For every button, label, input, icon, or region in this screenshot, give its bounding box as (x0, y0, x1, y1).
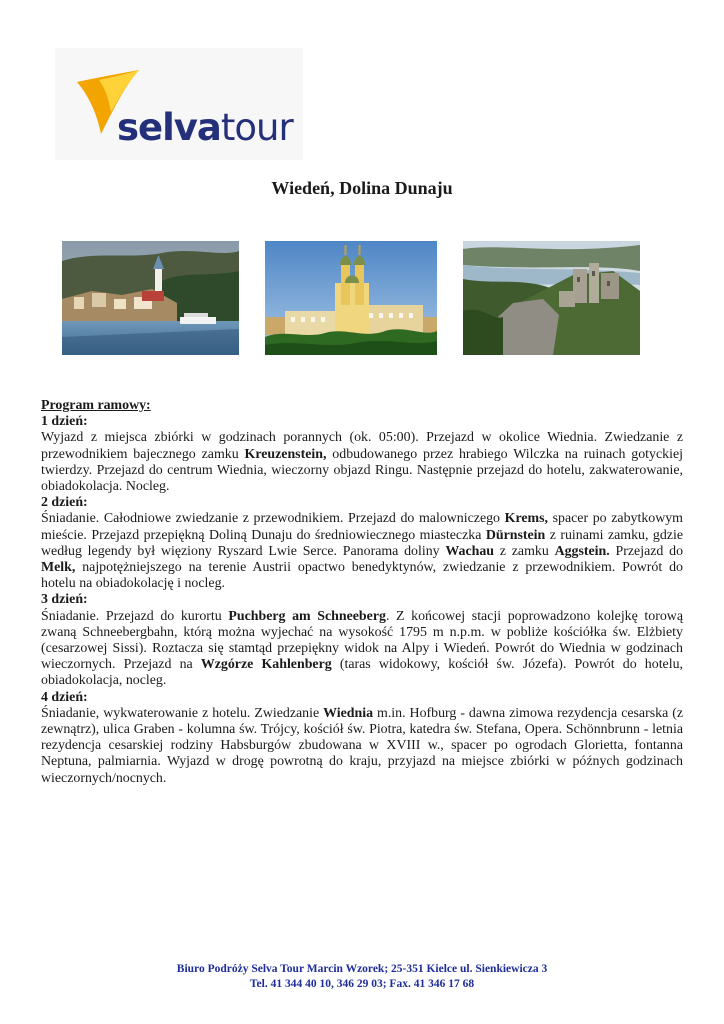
place-name: Wiednia (323, 705, 374, 721)
day-description: Śniadanie. Całodniowe zwiedzanie z przewodnikiem. Przejazd do malowniczego Krems, spacer po zabytkowym mieście. Przejazd przepiękną Doliną Dunaju do średniowiecznego miasteczka Dürnstein z ruinami zamku, gdzie według legendy był więziony Ryszard Lwie Serce. Panorama doliny Wachau z zamku Aggstein. Przejazd do Melk, najpotężniejszego na terenie Austrii opactwo benedyktynów, zwiedzanie z przewodnikiem. Powrót do hotelu na obiadokolację i nocleg. (41, 511, 684, 592)
day-description: Śniadanie. Przejazd do kurortu Puchberg am Schneeberg. Z końcowej stacji poprowadzono kolejkę torową zwaną Schneebergbahn, którą można wyjechać na wysokość 1795 m n.p.m. w pobliże kościółka św. Elżbiety (cesarzowej Sissi). Roztacza się stamtąd przepiękny widok na Alpy i Wiedeń. Powrót do Wiednia w godzinach wieczornych. Przejazd na Wzgórze Kahlenberg (taras widokowy, kościół św. Józefa). Powrót do hotelu, obiadokolacja, nocleg. (41, 608, 683, 689)
photo-durnstein (62, 241, 239, 355)
logo-wordmark-tour: tour (220, 106, 293, 149)
place-name: Wzgórze Kahlenberg (200, 657, 332, 673)
place-name: Aggstein. (554, 543, 610, 559)
selvatour-logo (55, 48, 303, 160)
program-days (41, 414, 683, 787)
logo-wordmark-selva: selva (117, 106, 221, 149)
place-name: Kreuzenstein, (244, 446, 327, 462)
day-label: 3 dzień: (41, 592, 88, 608)
footer-contact: Tel. 41 344 40 10, 346 29 03; Fax. 41 346 17 68 (249, 978, 475, 990)
footer (0, 962, 724, 992)
footer-address: Biuro Podróży Selva Tour Marcin Wzorek; 25-351 Kielce ul. Sienkiewicza 3 (176, 963, 548, 975)
day-description: Wyjazd z miejsca zbiórki w godzinach porannych (ok. 05:00). Przejazd w okolice Wiednia. Zwiedzanie z przewodnikiem bajecznego zamku Kreuzenstein, odbudowanego przez hrabiego Wilczka na ruinach gotyckiej twierdzy. Przejazd do centrum Wiednia, wieczorny objazd Ringu. Następnie przejazd do hotelu, zakwaterowanie, obiadokolacja. Nocleg. (41, 430, 683, 495)
photo-aggstein-castle (463, 241, 640, 355)
day-description: Śniadanie, wykwaterowanie z hotelu. Zwiedzanie Wiednia m.in. Hofburg - dawna zimowa rezydencja cesarska (z zewnątrz), ulica Graben - kolumna św. Trójcy, kościół św. Piotra, katedra św. Stefana, Opera. Schönnbrunn - letnia rezydencja cesarskiej rodziny Habsburgów zbudowana w XVIII w., spacer po ogrodach Glorietta, fontanna Neptuna, palmiarnia. Wyjazd w drogę powrotną do kraju, przyjazd na miejsce zbiórki w późnych godzinach wieczornych/nocnych. (41, 705, 683, 786)
logo-wordmark (117, 106, 293, 149)
photo-melk-abbey (265, 241, 437, 355)
page-title: Wiedeń, Dolina Dunaju (271, 178, 453, 198)
program-heading: Program ramowy: (41, 398, 151, 413)
place-name: Krems, (504, 511, 548, 527)
place-name: Melk, (41, 560, 76, 576)
day-label: 4 dzień: (41, 689, 88, 705)
program-section (41, 398, 683, 787)
day-label: 1 dzień: (41, 414, 88, 430)
place-name: Puchberg am Schneeberg (228, 608, 386, 624)
place-name: Dürnstein (485, 527, 546, 543)
day-label: 2 dzień: (41, 495, 88, 511)
place-name: Wachau (445, 543, 495, 559)
